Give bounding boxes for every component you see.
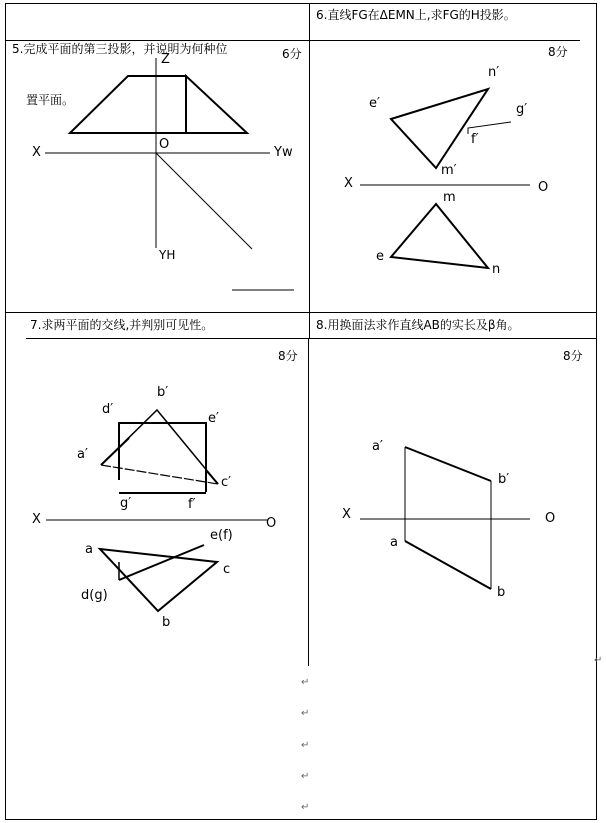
p7-label-d-prime: d′ (102, 402, 114, 417)
p7-top-plane-line (119, 545, 204, 580)
p8-front-ab (405, 447, 491, 481)
problem-5-title-line1: 5.完成平面的第三投影，并说明为何种位 (12, 42, 228, 56)
problem-5-title (12, 7, 227, 126)
paragraph-mark: ↵ (301, 708, 310, 719)
p8-label-x: X (342, 507, 351, 522)
p7-label-d-g: d(g) (81, 588, 108, 603)
p5-label-o: O (159, 137, 170, 152)
p7-label-o: O (266, 516, 277, 531)
problem-8-score: 8分 (563, 349, 583, 363)
p7-label-f-prime: f′ (188, 497, 196, 512)
p8-label-a-prime: a′ (372, 439, 383, 454)
paragraph-mark: ↵ (301, 802, 310, 813)
p6-label-f-prime: f′ (471, 132, 479, 147)
p6-drawing (360, 89, 530, 268)
p6-front-triangle (391, 89, 488, 168)
p7-top-triangle (100, 549, 217, 611)
p7-label-c-prime: c′ (221, 475, 232, 490)
p6-label-e: e (376, 249, 384, 264)
p8-label-o: O (545, 511, 556, 526)
p7-label-c: c (223, 562, 231, 577)
problem-7-title: 7.求两平面的交线,并判别可见性。 (30, 318, 214, 332)
p7-label-a-prime: a′ (77, 447, 88, 462)
p5-label-yh: YH (159, 248, 176, 262)
paragraph-mark: ↵ (301, 740, 310, 751)
p5-45-line (156, 153, 252, 249)
p7-label-e-prime: e′ (208, 411, 219, 426)
problem-8-title: 8.用换面法求作直线AB的实长及β角。 (316, 318, 520, 332)
problem-5-score: 6分 (282, 47, 302, 61)
p6-label-m-prime: m′ (441, 163, 457, 178)
p7-label-x: X (32, 512, 41, 527)
p7-drawing (46, 410, 268, 611)
problem-6-score: 8分 (548, 45, 568, 59)
paragraph-mark: ↵ (301, 771, 310, 782)
paragraph-mark: ↵ (301, 677, 310, 688)
p6-label-n-prime: n′ (488, 65, 500, 80)
p7-label-e-f: e(f) (210, 528, 233, 543)
p6-label-o: O (538, 180, 549, 195)
p6-label-g-prime: g′ (516, 102, 528, 117)
p5-label-x: X (32, 145, 41, 160)
p5-label-yw: Yw (274, 145, 293, 160)
problem-6-title: 6.直线FG在ΔEMN上,求FG的H投影。 (316, 8, 516, 22)
p8-label-b: b (497, 585, 506, 600)
p8-label-a: a (390, 535, 398, 550)
p6-label-m: m (443, 190, 456, 205)
p7-front-rectangle (119, 423, 206, 492)
paragraph-mark: ↵ (594, 655, 603, 666)
p6-label-x: X (344, 176, 353, 191)
p8-drawing (360, 447, 530, 589)
p8-top-ab (405, 541, 491, 589)
p8-label-b-prime: b′ (498, 472, 510, 487)
p7-label-g-prime: g′ (120, 496, 132, 511)
p7-label-a: a (85, 542, 93, 557)
p6-top-triangle (391, 204, 488, 268)
p7-label-b: b (162, 615, 171, 630)
p5-label-z: Z (161, 52, 170, 67)
problem-7-score: 8分 (278, 349, 298, 363)
p6-label-n: n (492, 262, 501, 277)
p7-label-b-prime: b′ (157, 385, 169, 400)
p7-front-ab-visible (101, 438, 129, 465)
problem-5-title-line2: 置平面。 (26, 93, 75, 107)
p6-label-e-prime: e′ (369, 96, 380, 111)
